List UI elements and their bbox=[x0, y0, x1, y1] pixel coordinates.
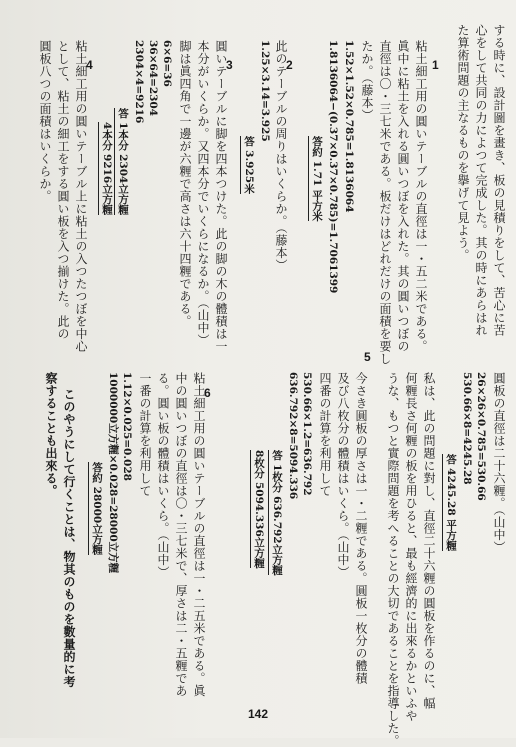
problem-number-6: 6 bbox=[204, 386, 211, 400]
p6-equation-2: 1000000立方糎×0.028=28000立方糎 bbox=[107, 372, 119, 574]
p3-equation-3: 2304×4=9216 bbox=[133, 40, 145, 124]
p4-equation-2: 530.66×8=4245.28 bbox=[461, 372, 473, 485]
intro-line-3: た算術問題の主なるものを擧げて見よう。 bbox=[456, 24, 470, 262]
p4-equation-1: 26×26×0.785=530.66 bbox=[475, 372, 487, 501]
p1-line-2: 眞中に粘土を入れる圓いつぼを入れた。其の圓いつぼの bbox=[396, 40, 410, 353]
p1-equation-1: 1.52×1.52×0.785=1.8136064 bbox=[343, 40, 355, 213]
p4-line-1: 粘土細工用の圓いテーブル上に粘土の入つたつぼを中心 bbox=[74, 40, 88, 353]
problem-number-4: 4 bbox=[86, 58, 93, 72]
conclusion-line-1: このやうにして行くことは、物其のものを數量的に考 bbox=[62, 388, 76, 688]
p4-line-2: として、粘土の細工をする圓い板を入つ揃けた。此の bbox=[56, 40, 70, 340]
p5-line-1: 今さき圓板の厚さは一・二糎である。圓板一枚分の體積 bbox=[354, 372, 368, 685]
p2-line-1: 此のテーブルの周りはいくらか。（藤本） bbox=[274, 40, 288, 272]
p3-line-1: 圓いテーブルに脚を四本つけた。此の脚の木の體積は一 bbox=[214, 40, 228, 353]
problem-number-3: 3 bbox=[226, 58, 233, 72]
conclusion-line-2: 察することも出來る。 bbox=[44, 372, 58, 497]
problem-number-2: 2 bbox=[286, 58, 293, 72]
p3-line-3: 脚は眞四角で一邊が六糎で高さは六十四糎である。 bbox=[178, 40, 192, 328]
p6-line-1: 粘土細工用の圓いテーブルの直徑は一・二五米である。眞 bbox=[192, 372, 206, 697]
page-number: 142 bbox=[247, 707, 269, 721]
p6-answer: 答約 28000立方糎 bbox=[88, 462, 104, 555]
p6-line-4: 一番の計算を利用して bbox=[138, 372, 152, 497]
p5-answer-2: 8枚分 5094.336立方糎 bbox=[250, 450, 266, 568]
p5-line-2: 及び八枚分の體積はいくら。（山中） bbox=[336, 372, 350, 579]
problem-number-5: 5 bbox=[364, 350, 371, 364]
p5-equation-1: 530.66×1.2=636.792 bbox=[301, 372, 313, 496]
problem-number-1: 1 bbox=[432, 58, 439, 72]
p1-line-3: 直徑は〇・三七米である。板だけはどれだけの面積を要し bbox=[378, 40, 392, 365]
p3-equation-2: 36×64=2304 bbox=[147, 40, 159, 117]
p2-answer: 答 3.925米 bbox=[240, 136, 256, 194]
intro-line-1: する時に、設計圖を畫き、板の見積りをして、苦心に苦 bbox=[492, 24, 506, 337]
p4-answer: 答 4245.28 平方糎 bbox=[442, 454, 458, 551]
p2-equation-1: 1.25×3.14=3.925 bbox=[259, 40, 271, 142]
p4-line-3: 圓板八つの面積はいくらか。 bbox=[38, 40, 52, 203]
intro-line-2: 心をして共同の力によつて完成した。其の時にあらはれ bbox=[474, 24, 488, 337]
p6-equation-1: 1.12×0.025=0.028 bbox=[121, 372, 133, 481]
p5-answer-1: 答 1枚分 636.792立方糎 bbox=[268, 450, 284, 575]
p3-answer-2: 4本分 9216立方糎 bbox=[98, 122, 114, 215]
p6-line-2: 中の圓いつぼの直徑は〇・三七米で、厚さは二・五糎であ bbox=[174, 372, 188, 697]
p3-equation-1: 6×6=36 bbox=[161, 40, 173, 87]
commentary-line-2: 何糎長さ何糎の板を用ひると、最も經濟的に出來るかといふや bbox=[404, 372, 418, 722]
p5-equation-2: 636.792×8=5094.336 bbox=[287, 372, 299, 500]
p3-answer-1: 答 1本分 2304立方糎 bbox=[114, 108, 130, 215]
p5-line-3: 四番の計算を利用して bbox=[318, 372, 332, 497]
p1-equation-2: 1.8136064−(0.37×0.37×0.785)=1.7061399 bbox=[327, 40, 339, 294]
p6-line-3: る。圓い板の體積はいくら。（山中） bbox=[156, 372, 170, 579]
p3-line-2: 本分がいくらか。又四本分でいくらになるか。（山中） bbox=[196, 40, 210, 347]
p4-continued-line: 圓板の直徑は二十六糎。（山中） bbox=[492, 372, 506, 554]
p1-answer: 答約 1.71 平方米 bbox=[308, 136, 324, 221]
p1-line-4: たか。（藤本） bbox=[360, 40, 374, 122]
p1-line-1: 粘土細工用の圓いテーブルの直徑は一・五二米である。 bbox=[414, 40, 428, 353]
commentary-line-3: うな、もつと實際問題を考へることの大切であることを指導した。 bbox=[386, 372, 400, 747]
commentary-line-1: 私は、此の問題に對し、直徑二十六糎の圓板を作るのに、幅 bbox=[422, 372, 436, 710]
